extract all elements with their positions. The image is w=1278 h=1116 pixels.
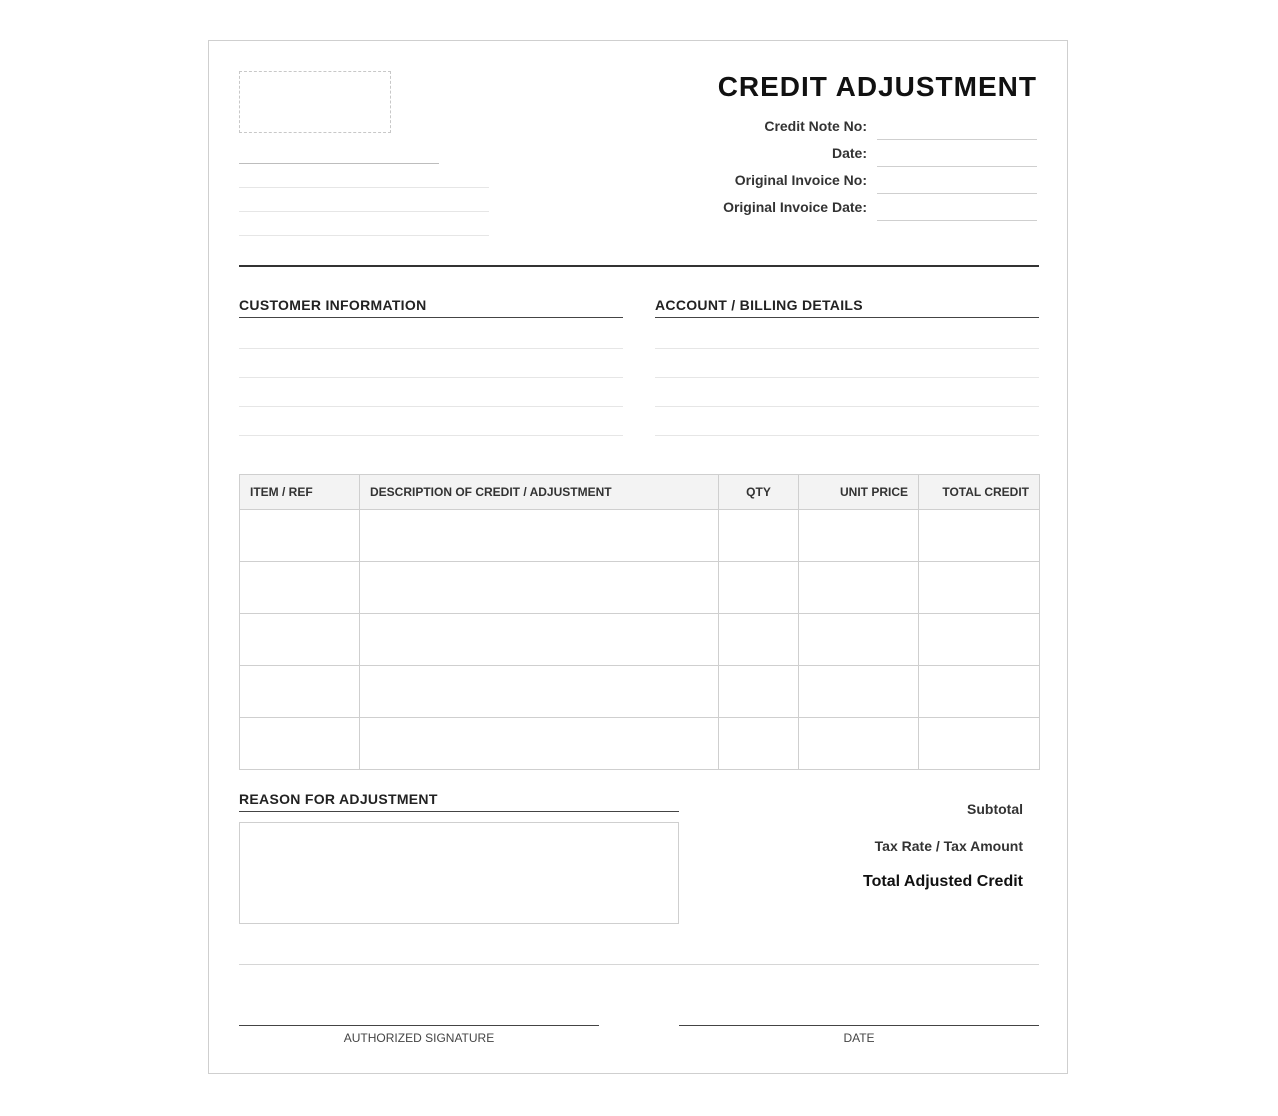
original-invoice-no-field[interactable] bbox=[677, 167, 1037, 194]
cell-total-credit[interactable] bbox=[919, 510, 1040, 562]
credit-note-no-field[interactable] bbox=[677, 113, 1037, 140]
cell-unit-price[interactable] bbox=[799, 562, 919, 614]
cell-description[interactable] bbox=[360, 718, 719, 770]
column-header-total-credit: TOTAL CREDIT bbox=[919, 475, 1040, 510]
billing-details-heading: ACCOUNT / BILLING DETAILS bbox=[655, 297, 863, 313]
header-divider bbox=[239, 265, 1039, 267]
table-row bbox=[240, 510, 1040, 562]
cell-qty[interactable] bbox=[719, 562, 799, 614]
signature-date-line[interactable] bbox=[679, 1025, 1039, 1026]
customer-info-line-2[interactable] bbox=[239, 377, 623, 378]
company-address-line-1[interactable] bbox=[239, 187, 489, 188]
billing-details-line-4[interactable] bbox=[655, 435, 1039, 436]
company-name-line[interactable] bbox=[239, 163, 439, 164]
cell-total-credit[interactable] bbox=[919, 562, 1040, 614]
table-row bbox=[240, 718, 1040, 770]
cell-unit-price[interactable] bbox=[799, 666, 919, 718]
customer-info-line-1[interactable] bbox=[239, 348, 623, 349]
date-field[interactable] bbox=[677, 140, 1037, 167]
signature-divider bbox=[239, 964, 1039, 965]
billing-details-line-3[interactable] bbox=[655, 406, 1039, 407]
customer-info-heading: CUSTOMER INFORMATION bbox=[239, 297, 427, 313]
company-address-line-2[interactable] bbox=[239, 211, 489, 212]
table-row bbox=[240, 614, 1040, 666]
cell-description[interactable] bbox=[360, 562, 719, 614]
cell-total-credit[interactable] bbox=[919, 614, 1040, 666]
billing-details-underline bbox=[655, 317, 1039, 318]
credit-adjustment-document bbox=[208, 40, 1068, 1074]
reason-underline bbox=[239, 811, 679, 812]
reason-textarea[interactable] bbox=[239, 822, 679, 924]
customer-info-line-3[interactable] bbox=[239, 406, 623, 407]
column-header-qty: QTY bbox=[719, 475, 799, 510]
billing-details-line-2[interactable] bbox=[655, 377, 1039, 378]
date-label: Date: bbox=[831, 145, 867, 161]
cell-qty[interactable] bbox=[719, 614, 799, 666]
cell-item-ref[interactable] bbox=[240, 562, 360, 614]
table-row bbox=[240, 666, 1040, 718]
credit-items-table bbox=[239, 474, 1040, 770]
cell-qty[interactable] bbox=[719, 718, 799, 770]
table-header-row bbox=[240, 475, 1040, 510]
subtotal-label: Subtotal bbox=[967, 801, 1023, 817]
original-invoice-date-label: Original Invoice Date: bbox=[723, 199, 867, 215]
logo-placeholder[interactable] bbox=[239, 71, 391, 133]
customer-info-underline bbox=[239, 317, 623, 318]
authorized-signature-label: AUTHORIZED SIGNATURE bbox=[343, 1031, 495, 1045]
column-header-description: DESCRIPTION OF CREDIT / ADJUSTMENT bbox=[360, 475, 719, 510]
cell-item-ref[interactable] bbox=[240, 666, 360, 718]
credit-note-no-label: Credit Note No: bbox=[764, 118, 867, 134]
document-title: CREDIT ADJUSTMENT bbox=[717, 71, 1037, 102]
cell-unit-price[interactable] bbox=[799, 718, 919, 770]
table-row bbox=[240, 562, 1040, 614]
signature-date-label: DATE bbox=[843, 1031, 875, 1045]
cell-description[interactable] bbox=[360, 614, 719, 666]
cell-total-credit[interactable] bbox=[919, 666, 1040, 718]
cell-item-ref[interactable] bbox=[240, 614, 360, 666]
cell-description[interactable] bbox=[360, 666, 719, 718]
customer-info-line-4[interactable] bbox=[239, 435, 623, 436]
cell-unit-price[interactable] bbox=[799, 510, 919, 562]
cell-unit-price[interactable] bbox=[799, 614, 919, 666]
original-invoice-date-input[interactable] bbox=[877, 220, 1037, 221]
billing-details-line-1[interactable] bbox=[655, 348, 1039, 349]
cell-qty[interactable] bbox=[719, 510, 799, 562]
total-adjusted-credit-label: Total Adjusted Credit bbox=[863, 873, 1023, 890]
original-invoice-no-label: Original Invoice No: bbox=[734, 172, 867, 188]
company-address-line-3[interactable] bbox=[239, 235, 489, 236]
cell-description[interactable] bbox=[360, 510, 719, 562]
cell-item-ref[interactable] bbox=[240, 718, 360, 770]
cell-qty[interactable] bbox=[719, 666, 799, 718]
authorized-signature-line[interactable] bbox=[239, 1025, 599, 1026]
original-invoice-date-field[interactable] bbox=[677, 194, 1037, 221]
reason-heading: REASON FOR ADJUSTMENT bbox=[239, 791, 438, 807]
tax-label: Tax Rate / Tax Amount bbox=[874, 838, 1023, 854]
cell-total-credit[interactable] bbox=[919, 718, 1040, 770]
cell-item-ref[interactable] bbox=[240, 510, 360, 562]
column-header-item-ref: ITEM / REF bbox=[240, 475, 360, 510]
column-header-unit-price: UNIT PRICE bbox=[799, 475, 919, 510]
